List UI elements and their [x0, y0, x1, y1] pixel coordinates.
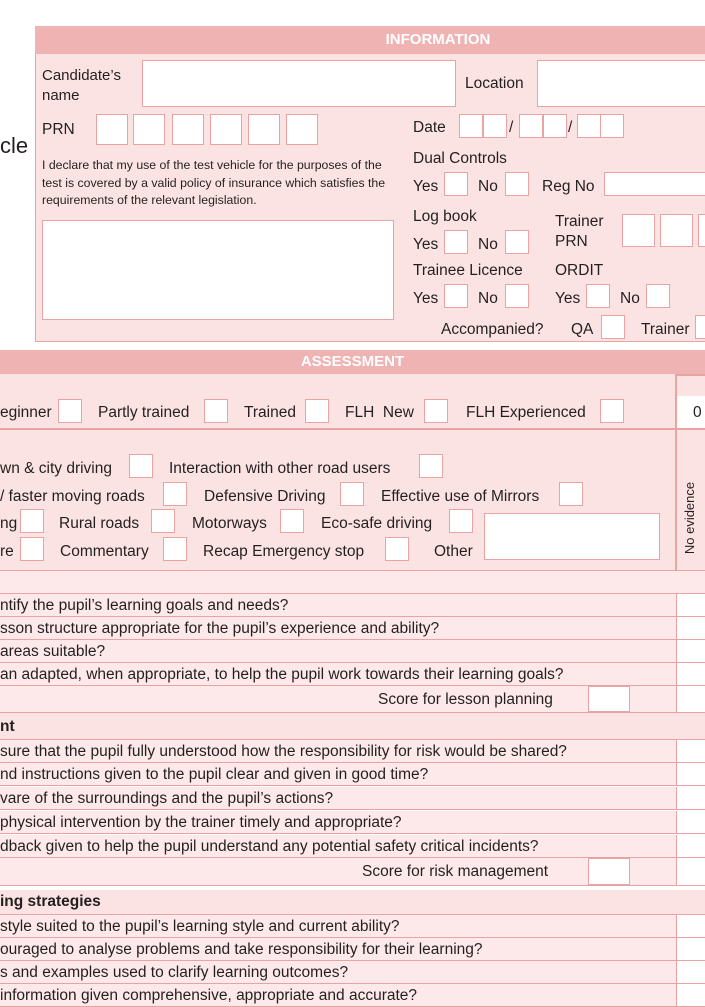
prn-digit-box[interactable]: [133, 114, 165, 145]
lesson-planning-score-label: Score for lesson planning: [378, 691, 553, 708]
level-value: 0: [693, 404, 702, 421]
no-evidence-label: No evidence: [682, 481, 697, 555]
prn-label: PRN: [42, 121, 75, 138]
route-interaction-checkbox[interactable]: [419, 454, 443, 478]
lesson-planning-question-row: [0, 663, 705, 686]
route-faster-roads-label: / faster moving roads: [0, 488, 145, 505]
log-book-no-label: No: [478, 236, 498, 253]
ordit-yes-label: Yes: [555, 290, 581, 307]
date-day-box-2[interactable]: [483, 114, 507, 138]
accompanied-label: Accompanied?: [441, 321, 544, 338]
score-cell[interactable]: [676, 740, 705, 762]
date-month-box-1[interactable]: [519, 114, 543, 138]
date-day-box-1[interactable]: [459, 114, 483, 138]
risk-question-row: [0, 763, 705, 786]
log-book-yes-label: Yes: [413, 236, 439, 253]
question-text: ntify the pupil’s learning goals and needs?: [0, 597, 289, 614]
route-other-label: Other: [434, 543, 473, 560]
level-beginner-checkbox[interactable]: [58, 399, 82, 423]
date-separator: /: [509, 119, 514, 136]
location-field[interactable]: [537, 60, 705, 107]
date-separator: /: [568, 119, 573, 136]
risk-management-score-row: [0, 858, 705, 886]
level-beginner-label: eginner: [0, 404, 52, 421]
question-text: physical intervention by the trainer timely and appropriate?: [0, 814, 402, 831]
trainee-licence-yes-label: Yes: [413, 290, 439, 307]
score-cell[interactable]: [676, 686, 705, 712]
question-text: sure that the pupil fully understood how the responsibility for risk would be shared?: [0, 743, 567, 760]
route-mirrors-checkbox[interactable]: [559, 482, 583, 506]
score-cell[interactable]: [676, 938, 705, 960]
route-town-city-label: wn & city driving: [0, 460, 112, 477]
score-cell[interactable]: [676, 811, 705, 833]
score-cell[interactable]: [676, 835, 705, 857]
risk-question-row: [0, 787, 705, 810]
lesson-planning-score-row: [0, 686, 705, 713]
route-row4-fragment-label: re: [0, 543, 14, 560]
ordit-yes-checkbox[interactable]: [586, 284, 610, 308]
ordit-label: ORDIT: [555, 262, 604, 279]
dual-controls-no-label: No: [478, 178, 498, 195]
score-cell[interactable]: [676, 961, 705, 983]
route-row3-fragment-label: ng: [0, 515, 18, 532]
route-defensive-driving-label: Defensive Driving: [204, 488, 326, 505]
trainee-licence-label: Trainee Licence: [413, 262, 523, 279]
other-route-field[interactable]: [484, 513, 660, 560]
trainer-prn-box[interactable]: [698, 214, 705, 247]
level-flh-new-checkbox[interactable]: [424, 399, 448, 423]
level-partly-trained-label: Partly trained: [98, 404, 190, 421]
route-eco-safe-label: Eco-safe driving: [321, 515, 433, 532]
score-cell[interactable]: [676, 763, 705, 785]
route-motorways-label: Motorways: [192, 515, 267, 532]
dual-controls-label: Dual Controls: [413, 150, 507, 167]
location-label: Location: [465, 75, 524, 92]
divider: [0, 428, 676, 430]
teaching-question-row: [0, 984, 705, 1007]
risk-management-score-box[interactable]: [588, 858, 630, 885]
teaching-title: ing strategies: [0, 893, 101, 910]
log-book-yes-checkbox[interactable]: [444, 230, 468, 254]
trainer-checkbox[interactable]: [695, 315, 705, 339]
question-text: areas suitable?: [0, 643, 106, 660]
section-spacer: [0, 570, 705, 594]
question-text: ouraged to analyse problems and take responsibility for their learning?: [0, 941, 483, 958]
route-rural-roads-checkbox[interactable]: [151, 509, 175, 533]
divider: [675, 374, 705, 376]
trainee-licence-no-label: No: [478, 290, 498, 307]
lesson-planning-question-row: [0, 594, 705, 617]
side-title-fragment: cle: [0, 133, 29, 158]
trainer-prn-box[interactable]: [660, 214, 693, 247]
risk-question-row: [0, 835, 705, 858]
divider: [676, 428, 705, 430]
qa-label: QA: [571, 321, 594, 338]
lesson-planning-score-box[interactable]: [588, 686, 630, 712]
route-eco-safe-checkbox[interactable]: [449, 509, 473, 533]
teaching-question-row: [0, 915, 705, 938]
reg-no-field[interactable]: [604, 172, 705, 196]
dual-controls-yes-checkbox[interactable]: [444, 172, 468, 196]
level-trained-checkbox[interactable]: [305, 399, 329, 423]
teaching-question-row: [0, 961, 705, 984]
question-text: nd instructions given to the pupil clear and given in good time?: [0, 766, 429, 783]
score-cell[interactable]: [676, 915, 705, 937]
candidate-name-label: Candidate’s name: [42, 67, 121, 104]
prn-digit-box[interactable]: [286, 114, 318, 145]
lesson-planning-question-row: [0, 640, 705, 663]
route-mirrors-label: Effective use of Mirrors: [381, 488, 540, 505]
route-defensive-driving-checkbox[interactable]: [340, 482, 364, 506]
score-cell[interactable]: [676, 617, 705, 639]
level-flh-experienced-checkbox[interactable]: [600, 399, 624, 423]
date-month-box-2[interactable]: [543, 114, 567, 138]
trainee-licence-yes-checkbox[interactable]: [444, 284, 468, 308]
log-book-label: Log book: [413, 208, 477, 225]
prn-digit-box[interactable]: [248, 114, 280, 145]
date-year-box-2[interactable]: [600, 114, 624, 138]
question-text: an adapted, when appropriate, to help the pupil work towards their learning goals?: [0, 666, 564, 683]
score-cell[interactable]: [676, 640, 705, 662]
log-book-no-checkbox[interactable]: [505, 230, 529, 254]
dual-controls-yes-label: Yes: [413, 178, 439, 195]
trainee-licence-no-checkbox[interactable]: [505, 284, 529, 308]
lesson-planning-question-row: [0, 617, 705, 640]
ordit-no-checkbox[interactable]: [646, 284, 670, 308]
question-text: dback given to help the pupil understand any potential safety critical incidents?: [0, 838, 539, 855]
score-cell[interactable]: [676, 787, 705, 809]
question-text: style suited to the pupil’s learning style and current ability?: [0, 918, 400, 935]
teaching-title-row: [0, 890, 705, 915]
risk-management-title: nt: [0, 718, 15, 735]
route-recap-label: Recap Emergency stop: [203, 543, 365, 560]
route-town-city-checkbox[interactable]: [129, 454, 153, 478]
risk-management-title-row: [0, 713, 705, 740]
score-cell[interactable]: [676, 984, 705, 1006]
level-trained-label: Trained: [244, 404, 296, 421]
route-row3-fragment-checkbox[interactable]: [20, 509, 44, 533]
risk-management-score-label: Score for risk management: [362, 863, 549, 880]
information-header: INFORMATION: [35, 26, 705, 54]
question-text: information given comprehensive, appropriate and accurate?: [0, 987, 418, 1004]
score-cell[interactable]: [676, 663, 705, 685]
trainer-label: Trainer: [641, 321, 690, 338]
route-rural-roads-label: Rural roads: [59, 515, 140, 532]
route-commentary-label: Commentary: [60, 543, 149, 560]
level-flh-experienced-label: FLH Experienced: [466, 404, 586, 421]
route-recap-checkbox[interactable]: [385, 537, 409, 561]
ordit-no-label: No: [620, 290, 640, 307]
question-text: sson structure appropriate for the pupil’s experience and ability?: [0, 620, 440, 637]
risk-question-row: [0, 740, 705, 763]
qa-checkbox[interactable]: [601, 315, 625, 339]
score-cell[interactable]: [676, 858, 705, 885]
prn-digit-box[interactable]: [210, 114, 242, 145]
question-text: vare of the surroundings and the pupil’s actions?: [0, 790, 334, 807]
route-motorways-checkbox[interactable]: [280, 509, 304, 533]
route-row4-fragment-checkbox[interactable]: [20, 537, 44, 561]
route-commentary-checkbox[interactable]: [163, 537, 187, 561]
trainer-prn-label: Trainer PRN: [555, 213, 604, 250]
candidate-name-field[interactable]: [142, 60, 456, 107]
score-cell[interactable]: [676, 594, 705, 616]
prn-digit-box[interactable]: [172, 114, 204, 145]
route-interaction-label: Interaction with other road users: [169, 460, 391, 477]
question-text: s and examples used to clarify learning outcomes?: [0, 964, 349, 981]
trainer-prn-box[interactable]: [622, 214, 655, 247]
date-label: Date: [413, 119, 446, 136]
level-flh-new-label: FLH New: [345, 404, 414, 421]
date-year-box-1[interactable]: [577, 114, 601, 138]
route-faster-roads-checkbox[interactable]: [163, 482, 187, 506]
reg-no-label: Reg No: [542, 178, 595, 195]
level-partly-trained-checkbox[interactable]: [204, 399, 228, 423]
teaching-question-row: [0, 938, 705, 961]
risk-question-row: [0, 811, 705, 834]
insurance-declaration: I declare that my use of the test vehicle for the purposes of the test is covered by a valid policy of insurance which satisfies the requirements of the relevant legislation.: [42, 158, 386, 207]
assessment-header: ASSESSMENT: [0, 350, 705, 374]
signature-field[interactable]: [42, 220, 394, 320]
prn-digit-box[interactable]: [96, 114, 128, 145]
dual-controls-no-checkbox[interactable]: [505, 172, 529, 196]
